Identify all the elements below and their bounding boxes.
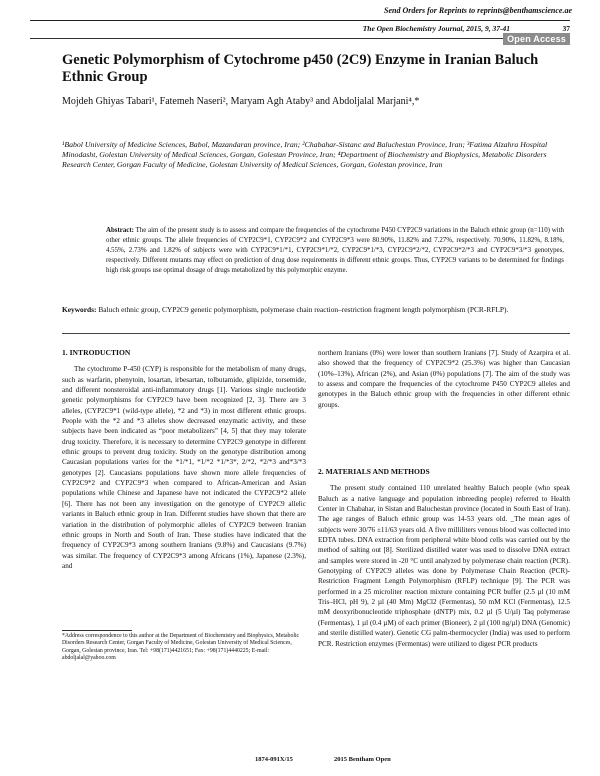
open-access-badge: Open Access bbox=[503, 33, 570, 45]
intro-continued-paragraph: northern Iranians (0%) were lower than southern Iranians [7]. Study of Azarpira et al. also showed that the frequency of CYP2C9*2 (25.3%) was higher than Caucasian (10%–13%), African (2%), and Asian (0%) populations [7]. The aim of the study was to assess and compare the frequencies of the cytochrome P450 CYP2C9 alleles and genotypes in the Baluch ethnic group with the frequencies in other different ethnic groups. bbox=[318, 349, 570, 409]
page-number: 37 bbox=[562, 24, 570, 33]
right-column-top bbox=[318, 348, 570, 410]
methods-paragraph: The present study contained 110 unrelated healthy Baluch people (who speak Baluch as a native language and population inbreeding people) referred to Health Center in Chabahar, in Sistan and Baluchestan province (located in South East of Iran). The age ranges of Baluch ethnic group was 14-53 years old. _The mean ages of subjects were 30/76 ±11/63 years old. A five milliliters venous blood was collected into EDTA tubes. DNA extraction from peripheral white blood cells was carried out by the method of salting out [8]. Sterilized distilled water was used to dissolve DNA extract and samples were stored in -20 °C until analyzed by polymerase chain reaction (PCR). Genotyping of CYP2C9 alleles was done by Polymerase Chain Reaction (PCR)-Restriction Fragment Length Polymorphism (RFLP) technique [9]. The PCR was performed in a 25 microliter reaction mixture containing PCR buffer (2.5 µl (10 mM Tris–HCl, pH 9), 2 µl (40 Mm) MgCl2 (Fermentas), 50 mM KCl (Fermentas), 12.5 mM deoxyribonucleotide triphosphate (dNTP) mix, 0.2 µl (5 U/µl) Taq polymerase (Fermentas), 1 µl (0.4 µM) of each primer (Bioneer), 2 µl (100 ng/µl) DNA (Genomic) and sterile distilled water). Genetic CG palm-thermocycler (India) was used to perform PCR. Restriction enzymes (Fermentas) were utilized to digest PCR products bbox=[318, 484, 570, 648]
footnote-rule bbox=[62, 630, 132, 631]
section-divider bbox=[62, 333, 570, 334]
header-rule bbox=[30, 20, 570, 21]
reprints-notice: Send Orders for Reprints to reprints@benthamscience.ae bbox=[384, 6, 572, 15]
keywords-label: Keywords: bbox=[62, 305, 97, 314]
abstract-block bbox=[106, 226, 564, 276]
methods-heading: 2. MATERIALS AND METHODS bbox=[318, 467, 430, 476]
author-list: Mojdeh Ghiyas Tabari¹, Fatemeh Naseri², Maryam Agh Ataby³ and Abdoljalal Marjani⁴,* bbox=[62, 96, 420, 107]
keywords-block bbox=[62, 305, 570, 315]
right-column-methods bbox=[318, 467, 570, 649]
article-title: Genetic Polymorphism of Cytochrome p450 (2C9) Enzyme in Iranian Baluch Ethnic Group bbox=[62, 52, 539, 85]
correspondence-footnote: *Address correspondence to this author at the Department of Biochemistry and Biophysics, Metabolic Disorders Research Center, Gorgan Faculty of Medicine, Golestan University of Medical Sciences, Gorgan, Golestan province, Iran. Tel: +98(171)4421651; Fax: +98(171)4440225; E-mail: abdoljalal@yahoo.com bbox=[62, 633, 300, 661]
intro-heading: 1. INTRODUCTION bbox=[62, 348, 131, 357]
abstract-text: The aim of the present study is to assess and compare the frequencies of the cytochrome P450 CYP2C9 variations in the Baluch ethnic group (n=110) with other ethnic groups. The allele frequencies of CYP2C9*1, CYP2C9*2 and CYP2C9*3 were 80.90%, 11.82% and 7.27%, respectively. 70.90%, 11.82%, 8.18%, 4.55%, 2.73% and 1.82% of subjects were with CYP2C9*1/*1, CYP2C9*1/*2, CYP2C9*1/*3, CYP2C9*2/*2, CYP2C9*2/*3 and CYP2C9*3/*3 genotypes, respectively. Different mutants may effect on prediction of drug dose requirements in different ethnic groups. Thus, CYP2C9 variants to be determined for findings high risk groups use optimal dosage of drugs metabolized by this polymorphic enzyme. bbox=[106, 227, 564, 274]
issn: 1874-091X/15 bbox=[255, 756, 293, 763]
journal-citation: The Open Biochemistry Journal, 2015, 9, 37-41 bbox=[362, 24, 510, 33]
affiliations: ¹Babol University of Medicine Sciences, Babol, Mazandaran province, Iran; ²Chabahar-Sistanc and Baluchestan Province, Iran; ³Fatima Alzahra Hospital Minodasht, Golestan University of Medical Sciences, Gorgan, Golestan Province, Iran; ⁴Department of Biochemistry and Biophysics, Metabolic Disorders Research Center, Gorgan Faculty of Medicine, Golestan University of Medical Sciences, Gorgan, Golestan province, Iran bbox=[62, 140, 548, 170]
intro-paragraph: The cytochrome P-450 (CYP) is responsible for the metabolism of many drugs, such as warfarin, phenytoin, losartan, irbesartan, tolbutamide, glipizide, torsemide, and different nonsteroidal anti-inflammatory drugs [1]. Various single nucleotide genetic polymorphisms for CYP2C9 have been recognized [2, 3]. There are 3 alleles, (CYP2C9*1 (wild-type allele), *2 and *3) in most different ethnic groups. People with the *2 and *3 alleles show decreased enzymatic activity, and these subjects have been indicated as “poor metabolizers” [4, 5] that they may tolerate drug toxicity. Therefore, it is necessary to determine CYP2C9 genotype in different ethnic groups to prevent drug toxicity. Study on the genotype distribution among Caucasian populations varies for the *1/*1, *1/*2 *1/*3*, 2/*2, *2/*3 and*3/*3 genotypes [2]. Caucasians populations have shown more allele frequencies of CYP2C9*2 and CYP2C9*3 when compared to African-American and Asian populations while Chinese and Japanese have not indicated the CYP2C9*2 allele [6]. There has not been any investigation on the genotype of CYP2C9 allelic variants in Baluch ethnic group in Iran. Different studies have shown that there are variation in the distribution of polymorphic alleles of CYP2C9 between Iranian ethnic groups in North and South of Iran. These studies have indicated that the frequency of CYP2C9*3 among southern Iranians (9.8%) and Caucasians (9.7%) was similar. The frequency of CYP2C9*3 among Africans (1%), Japanese (2.3%), and bbox=[62, 365, 306, 570]
abstract-label: Abstract: bbox=[106, 227, 134, 234]
header-rule-secondary bbox=[30, 38, 570, 39]
keywords-text: Baluch ethnic group, CYP2C9 genetic polymorphism, polymerase chain reaction–restriction fragment length polymorphism (PCR-RFLP). bbox=[98, 305, 509, 314]
left-column bbox=[62, 348, 306, 571]
copyright: 2015 Bentham Open bbox=[334, 756, 391, 763]
